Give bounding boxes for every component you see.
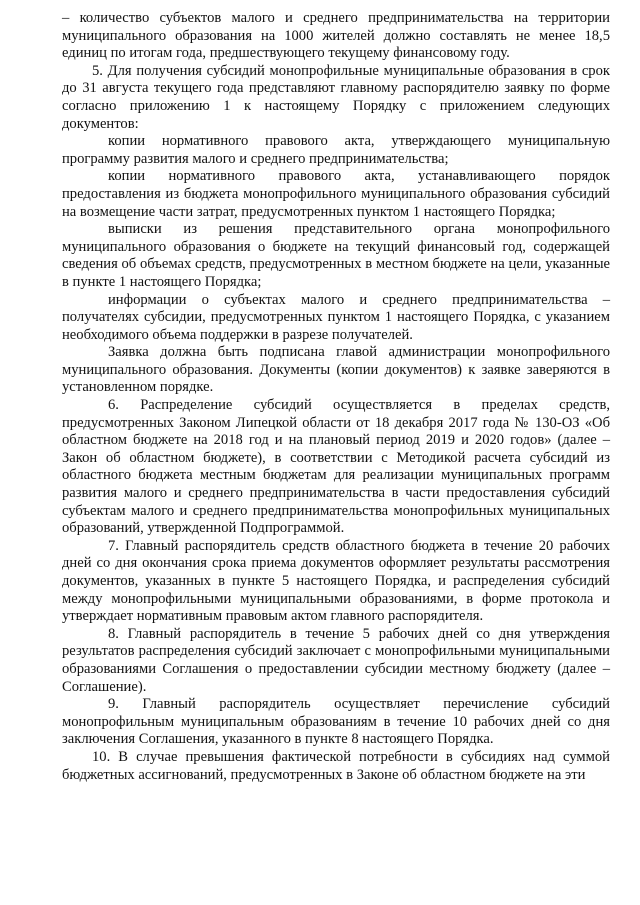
paragraph-application-signature: Заявка должна быть подписана главой администрации монопрофильного муниципального образования. Документы (копии документов) к заявке заверяются в установленном порядке.: [62, 344, 610, 396]
paragraph-9: 9. Главный распорядитель осуществляет перечисление субсидий монопрофильным муниципальным образованиям в течение 10 рабочих дней со дня заключения Соглашения, указанного в пункте 8 настоящего Порядка.: [62, 696, 610, 748]
paragraph-7: 7. Главный распорядитель средств областного бюджета в течение 20 рабочих дней со дня окончания срока приема документов оформляет результаты рассмотрения документов, указанных в пункте 5 настоящего Порядка, и распределения субсидий между монопрофильными муниципальными образованиями, в форме протокола и утверждает нормативным правовым актом главного распорядителя.: [62, 537, 610, 625]
paragraph-5-item-program-act: копии нормативного правового акта, утверждающего муниципальную программу развития малого и среднего предпринимательства;: [62, 133, 610, 167]
document-page: [62, 10, 610, 784]
paragraph-5-item-procedure-act: копии нормативного правового акта, устанавливающего порядок предоставления из бюджета монопрофильного муниципального образования субсидий на возмещение части затрат, предусмотренных пунктом 1 настоящего Порядка;: [62, 168, 610, 220]
paragraph-10: 10. В случае превышения фактической потребности в субсидиях над суммой бюджетных ассигнований, предусмотренных в Законе об областном бюджете на эти: [62, 748, 610, 783]
paragraph-5-item-budget-extract: выписки из решения представительного органа монопрофильного муниципального образования о бюджете на текущий финансовый год, содержащей сведения об объемах средств, предусмотренных в местном бюджете на цели, указанные в пункте 1 настоящего Порядка;: [62, 221, 610, 290]
paragraph-5-item-recipients-info: информации о субъектах малого и среднего предпринимательства – получателях субсидии, предусмотренных пунктом 1 настоящего Порядка, с указанием необходимого объема поддержки в разрезе получателей.: [62, 291, 610, 343]
paragraph-6: 6. Распределение субсидий осуществляется в пределах средств, предусмотренных Законом Липецкой области от 18 декабря 2017 года № 130-ОЗ «Об областном бюджете на 2018 год и на плановый период 2019 и 2020 годов» (далее – Закон об областном бюджете), в соответствии с Методикой расчета субсидий из областного бюджета местным бюджетам для реализации муниципальных программ развития малого и среднего предпринимательства в части предоставления субсидий субъектам малого и среднего предпринимательства монопрофильных муниципальных образований, утвержденной Подпрограммой.: [62, 397, 610, 537]
paragraph-8: 8. Главный распорядитель в течение 5 рабочих дней со дня утверждения результатов распределения субсидий заключает с монопрофильными муниципальными образованиями Соглашения о предоставлении субсидии местному бюджету (далее – Соглашение).: [62, 625, 610, 695]
paragraph-criteria-smb-count: – количество субъектов малого и среднего предпринимательства на территории муниципального образования на 1000 жителей должно составлять не менее 18,5 единиц по итогам года, предшествующего текущему финансовому году.: [62, 10, 610, 62]
paragraph-5: 5. Для получения субсидий монопрофильные муниципальные образования в срок до 31 августа текущего года представляют главному распорядителю заявку по форме согласно приложению 1 к настоящему Порядку с приложением следующих документов:: [62, 62, 610, 132]
